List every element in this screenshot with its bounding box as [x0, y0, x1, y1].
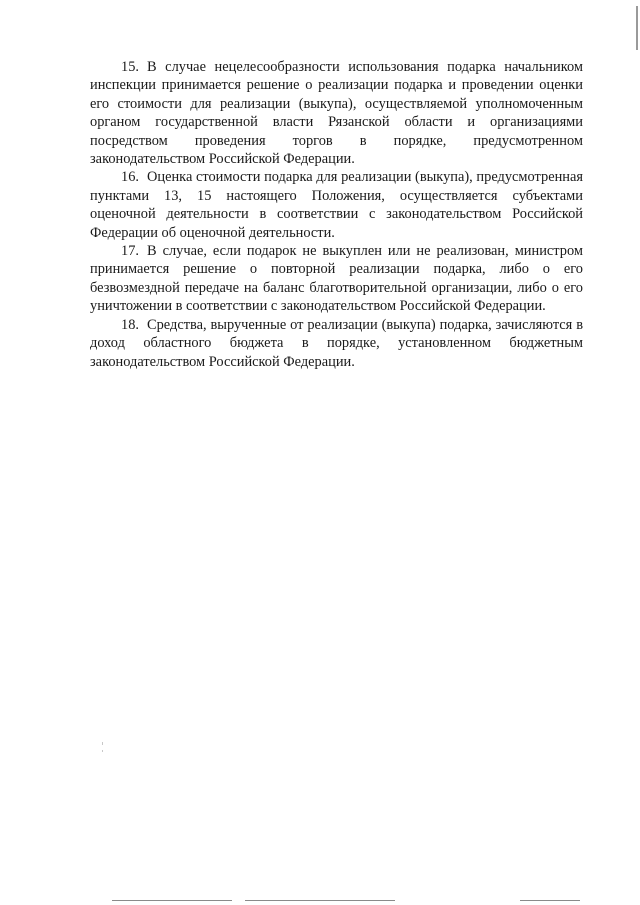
- paragraph-text: В случае нецелесообразности использования подарка начальником инспекции принимается решение о реализации подарка и проведении оценки его стоимости для реализации (выкупа), осуществляемой уполномоченным органом государственной власти Рязанской области и организациями посредством проведения торгов в порядке, предусмотренном законодательством Российской Федерации.: [90, 59, 583, 168]
- paragraph-number: 15.: [121, 59, 139, 75]
- paragraph-text: Оценка стоимости подарка для реализации (выкупа), предусмотренная пунктами 13, 15 настоящего Положения, осуществляется субъектами оценочной деятельности в соответствии с законодательством Российской Федерации об оценочной деятельности.: [90, 169, 583, 241]
- document-body: [90, 58, 583, 371]
- scan-edge-mark-top: [636, 6, 638, 50]
- paragraph-16: [90, 168, 583, 242]
- paragraph-18: [90, 316, 583, 371]
- paragraph-17: [90, 242, 583, 316]
- paragraph-number: 16.: [121, 169, 139, 186]
- paragraph-15: [90, 58, 583, 168]
- scan-bottom-line: [112, 900, 232, 901]
- scan-bottom-line: [520, 900, 580, 901]
- paragraph-number: 17.: [121, 243, 139, 260]
- scan-speck: [102, 750, 103, 752]
- paragraph-text: Средства, вырученные от реализации (выкупа) подарка, зачисляются в доход областного бюджета в порядке, установленном бюджетным законодательством Российской Федерации.: [90, 316, 583, 370]
- scan-speck: [102, 742, 103, 745]
- paragraph-number: 18.: [121, 316, 139, 333]
- scan-bottom-line: [245, 900, 395, 901]
- paragraph-text: В случае, если подарок не выкуплен или не реализован, министром принимается решение о повторной реализации подарка, либо о его безвозмездной передаче на баланс благотворительной организации, либо о его уничтожении в соответствии с законодательством Российской Федерации.: [90, 243, 583, 315]
